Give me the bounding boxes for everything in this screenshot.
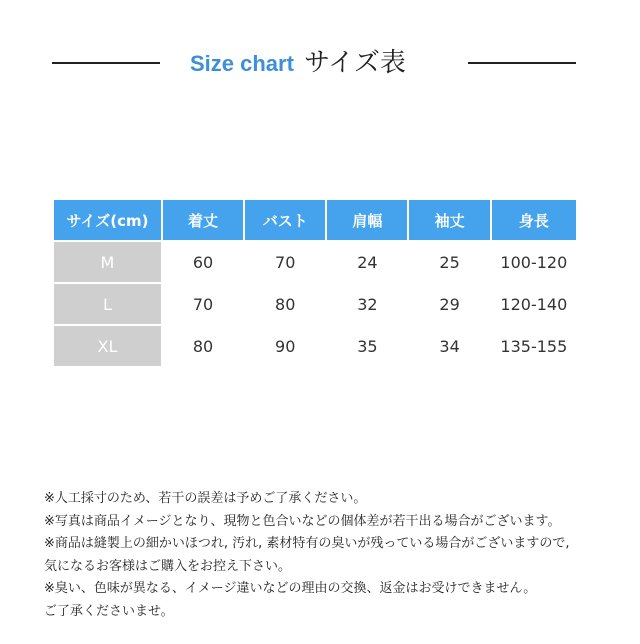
- header-bust: バスト: [245, 200, 325, 240]
- table-header-row: [54, 200, 576, 240]
- size-label-cell: M: [54, 242, 161, 282]
- title-block: [0, 40, 640, 84]
- header-size: サイズ(cm): [54, 200, 161, 240]
- note-line: ご了承くださいませ。: [44, 603, 174, 619]
- table-cell: 80: [275, 294, 296, 314]
- header-shoulder: 肩幅: [327, 200, 407, 240]
- table-row: [54, 284, 576, 324]
- title-right-rule: [468, 62, 576, 64]
- table-cell: 29: [439, 294, 460, 314]
- table-cell: 100-120: [500, 252, 568, 272]
- table-cell: 24: [357, 252, 378, 272]
- title-english: Size chart: [190, 51, 294, 76]
- note-line: ※写真は商品イメージとなり、現物と色合いなどの個体差が若干出る場合がございます。: [44, 513, 561, 529]
- table-cell: 34: [439, 336, 460, 356]
- table-row: [54, 326, 576, 366]
- table-cell: 120-140: [500, 294, 568, 314]
- title-japanese: サイズ表: [303, 48, 406, 78]
- table-cell: 70: [275, 252, 296, 272]
- note-line: 気になるお客様はご購入をお控え下さい。: [44, 558, 292, 574]
- note-line: ※人工採寸のため、若干の誤差は予めご了承ください。: [44, 491, 367, 506]
- page-title: [190, 42, 406, 82]
- table-cell: 25: [439, 252, 460, 272]
- notes-block: [44, 488, 634, 623]
- table-cell: 35: [357, 336, 378, 356]
- table-cell: 32: [357, 294, 378, 314]
- table-cell: 60: [192, 252, 214, 272]
- note-line: ※臭い、色味が異なる、イメージ違いなどの理由の交換、返金はお受けできません。: [44, 581, 537, 596]
- size-table: [52, 198, 578, 368]
- size-label-cell: L: [54, 284, 161, 324]
- note-line: ※商品は縫製上の細かいほつれ, 汚れ, 素材特有の臭いが残っている場合がございますので,: [44, 536, 570, 551]
- header-sleeve: 袖丈: [409, 200, 489, 240]
- title-left-rule: [52, 62, 160, 64]
- size-label-cell: XL: [54, 326, 161, 366]
- table-row: [54, 242, 576, 282]
- table-cell: 90: [275, 336, 296, 356]
- table-cell: 135-155: [500, 336, 568, 356]
- header-length: 着丈: [163, 200, 243, 240]
- table-cell: 70: [192, 294, 214, 314]
- header-height: 身長: [492, 200, 576, 240]
- table-cell: 80: [192, 336, 214, 356]
